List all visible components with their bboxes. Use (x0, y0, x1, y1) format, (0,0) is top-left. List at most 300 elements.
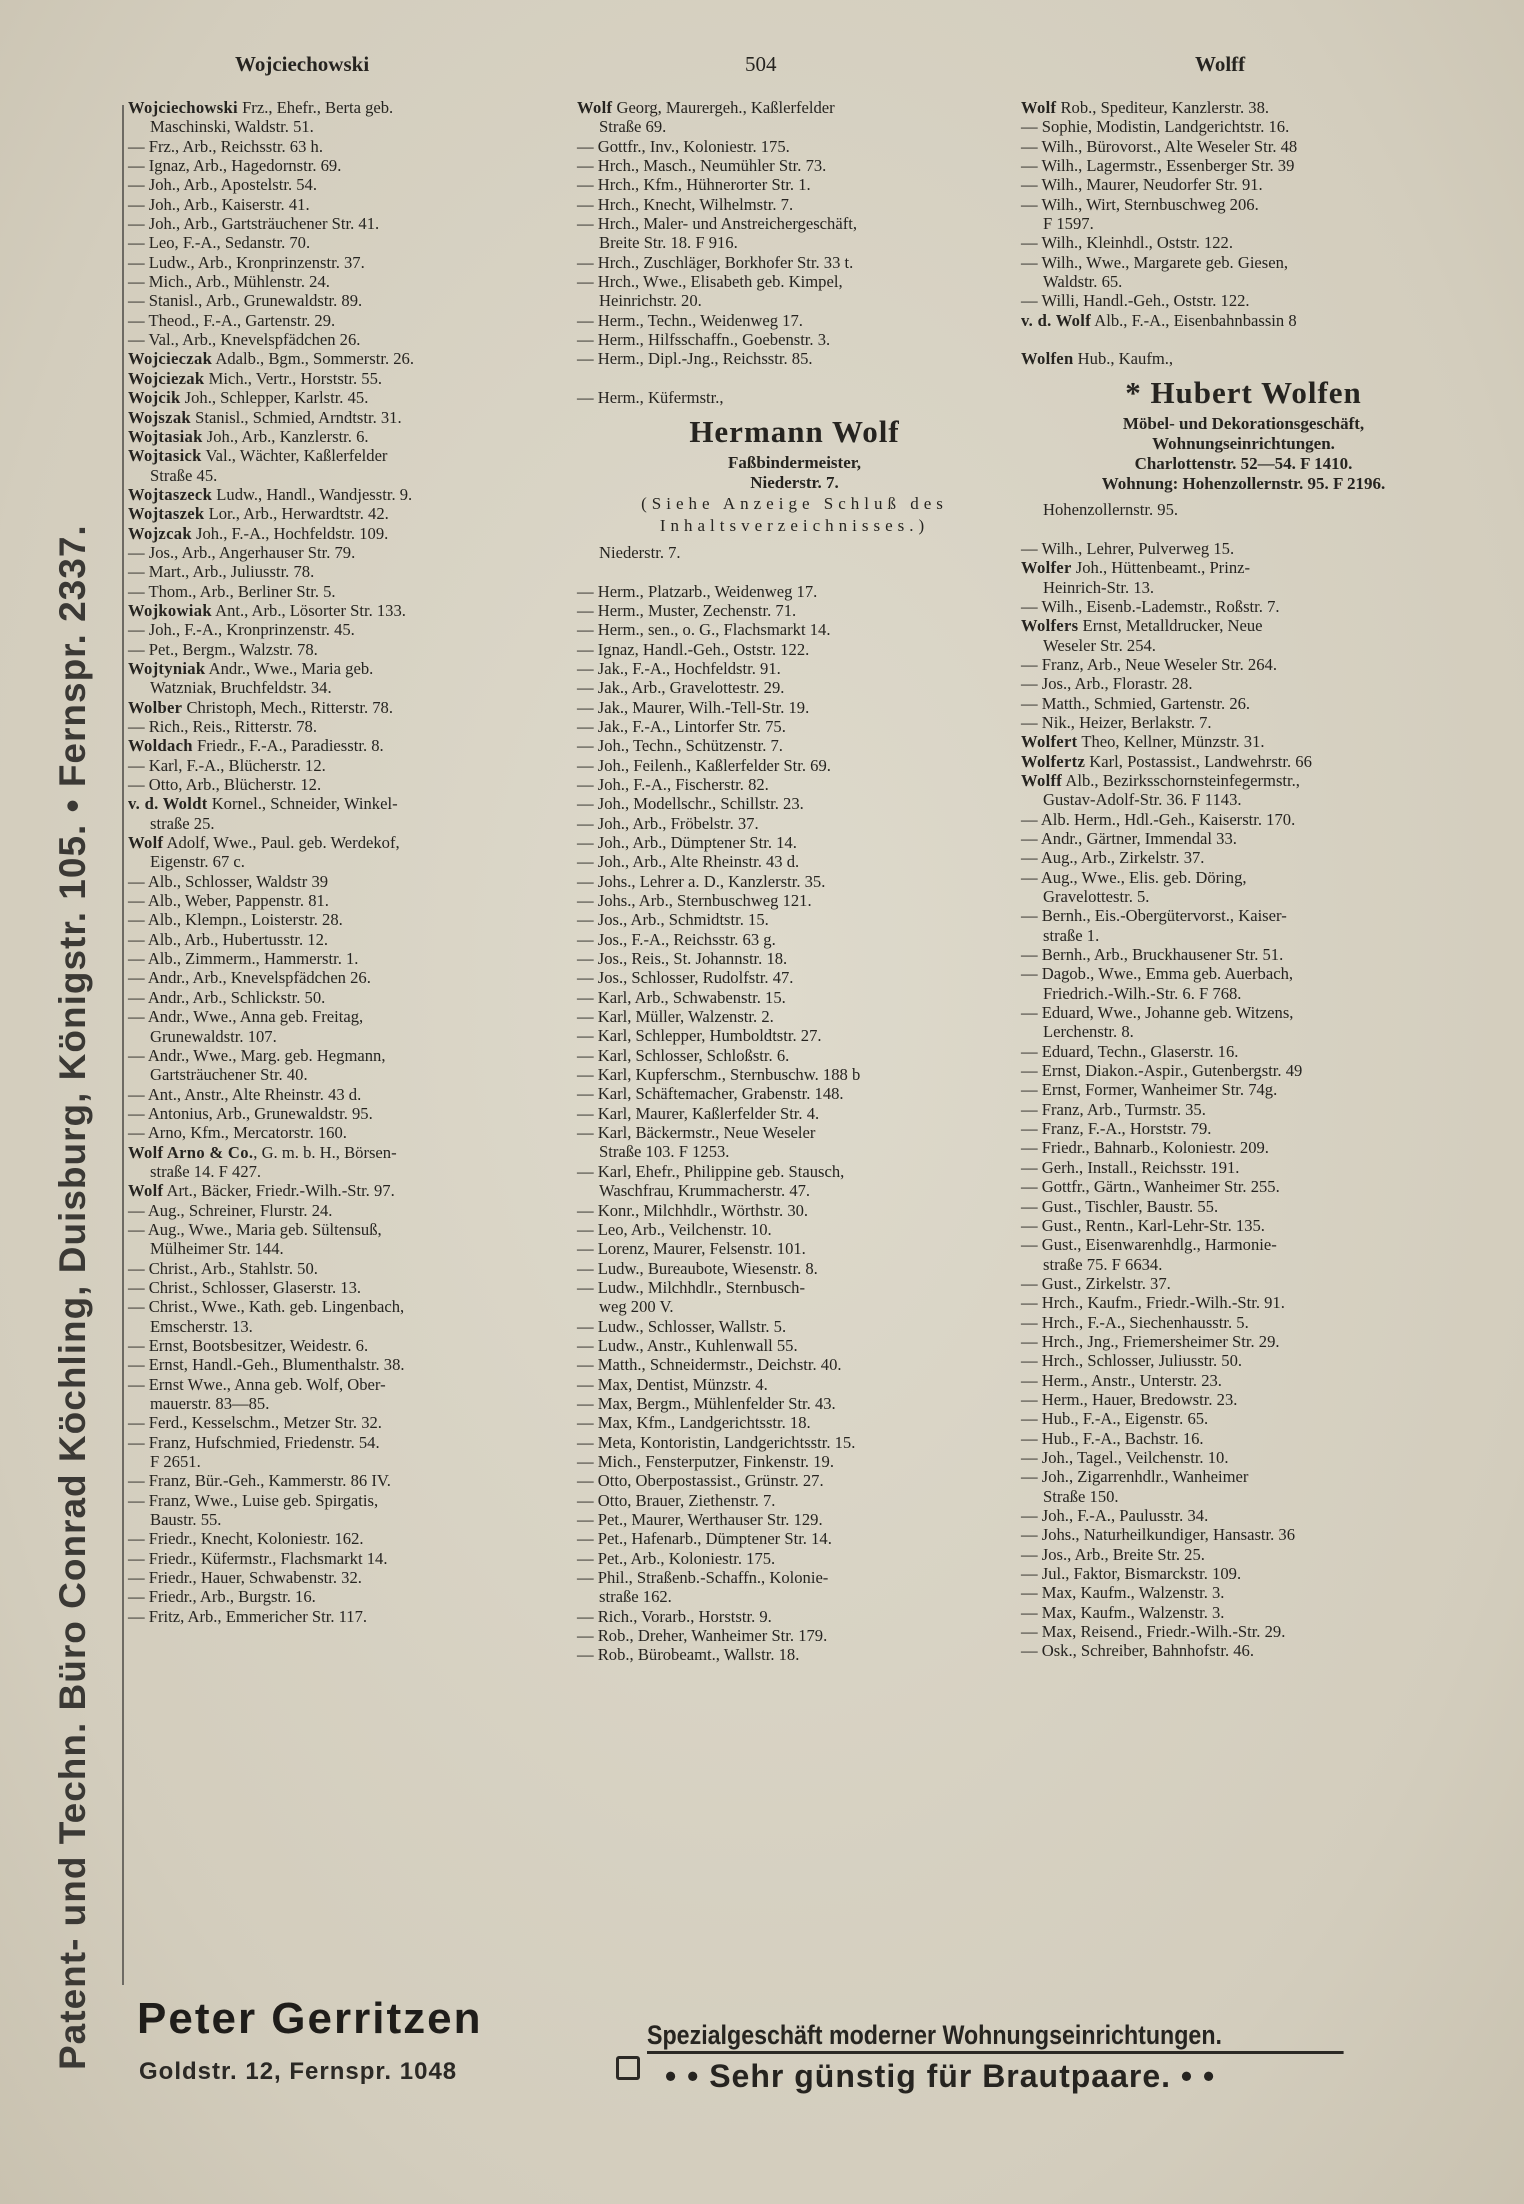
directory-entry (577, 601, 1012, 620)
directory-entry (577, 1529, 1012, 1548)
directory-entry (577, 1491, 1012, 1510)
entry-details: — Herm., Dipl.-Jng., Reichsstr. 85. (577, 349, 813, 369)
entry-details: — Jos., Arb., Florastr. 28. (1021, 674, 1193, 694)
side-advertisement: Patent- und Techn. Büro Conrad Köchling, Duisburg, Königstr. 105. • Fernspr. 2337. (52, 524, 93, 2070)
entry-details: — Pet., Bergm., Walzstr. 78. (128, 639, 318, 659)
directory-entry (577, 311, 1012, 330)
entry-details: — Ludw., Milchhdlr., Sternbusch- (577, 1277, 805, 1297)
entry-details: — Karl, Schlosser, Schloßstr. 6. (577, 1045, 790, 1065)
directory-entry (1021, 1332, 1466, 1351)
entry-details: — Nik., Heizer, Berlakstr. 7. (1021, 712, 1212, 732)
directory-entry (577, 1375, 1012, 1394)
entry-details: Stanisl., Schmied, Arndtstr. 31. (190, 407, 402, 427)
entry-details: Ludw., Handl., Wandjesstr. 9. (212, 484, 413, 504)
entry-surname: Wolfer (1021, 558, 1072, 578)
entry-continuation: Grunewaldstr. 107. (150, 1026, 277, 1046)
entry-surname: Wojtasiak (128, 426, 203, 446)
entry-details: Alb., F.-A., Eisenbahnbassin 8 (1091, 310, 1297, 330)
directory-entry (1021, 810, 1466, 829)
entry-details: — Wilh., Lagermstr., Essenberger Str. 39 (1021, 156, 1295, 176)
entry-surname: Wojkowiak (128, 600, 212, 620)
entry-details: — Jos., Arb., Breite Str. 25. (1021, 1544, 1205, 1564)
directory-entry (577, 814, 1012, 833)
directory-entry (577, 1626, 1012, 1645)
entry-continuation: Straße 103. F 1253. (599, 1142, 730, 1162)
entry-details: — Gottfr., Inv., Koloniestr. 175. (577, 136, 790, 156)
directory-entry (128, 833, 568, 852)
directory-entry (1021, 117, 1466, 136)
entry-details: — Bernh., Arb., Bruckhausener Str. 51. (1021, 945, 1284, 965)
directory-entry (577, 1046, 1012, 1065)
directory-entry (128, 775, 568, 794)
entry-continuation: Breite Str. 18. F 916. (599, 233, 738, 253)
entry-details: — Jak., F.-A., Hochfeldstr. 91. (577, 658, 781, 678)
entry-details: — Hrch., Zuschläger, Borkhofer Str. 33 t. (577, 252, 854, 272)
directory-entry (128, 1085, 568, 1104)
directory-entry (128, 1297, 568, 1316)
directory-entry (577, 1026, 1012, 1045)
entry-details: — Jos., Arb., Schmidtstr. 15. (577, 910, 769, 930)
entry-continuation: Waldstr. 65. (1043, 272, 1123, 292)
entry-details: — Karl, Ehefr., Philippine geb. Stausch, (577, 1161, 845, 1181)
entry-details: — Rob., Dreher, Wanheimer Str. 179. (577, 1626, 828, 1646)
entry-details: — Alb., Schlosser, Waldstr 39 (128, 871, 329, 891)
entry-details: — Leo, Arb., Veilchenstr. 10. (577, 1219, 772, 1239)
entry-details: — Hrch., Kfm., Hühnerorter Str. 1. (577, 175, 811, 195)
directory-entry (577, 1104, 1012, 1123)
directory-entry (577, 756, 1012, 775)
entry-surname: Wojcieczak (128, 349, 213, 369)
directory-entry (577, 1394, 1012, 1413)
directory-entry (577, 736, 1012, 755)
directory-entry (1021, 195, 1466, 214)
entry-details: — Hrch., Knecht, Wilhelmstr. 7. (577, 194, 794, 214)
directory-entry (128, 330, 568, 349)
entry-continuation: mauerstr. 83—85. (150, 1394, 270, 1414)
entry-details: — Herm., Hauer, Bredowstr. 23. (1021, 1389, 1238, 1409)
entry-details: — Eduard, Wwe., Johanne geb. Witzens, (1021, 1003, 1294, 1023)
entry-details: — Max, Kaufm., Walzenstr. 3. (1021, 1602, 1225, 1622)
entry-continuation: Straße 69. (599, 117, 667, 137)
directory-entry (128, 156, 568, 175)
directory-entry (577, 1007, 1012, 1026)
entry-details: — Gust., Rentn., Karl-Lehr-Str. 135. (1021, 1215, 1265, 1235)
entry-details: — Alb., Weber, Pappenstr. 81. (128, 891, 329, 911)
directory-entry (1021, 1603, 1466, 1622)
directory-entry (1021, 558, 1466, 577)
entry-details: — Christ., Schlosser, Glaserstr. 13. (128, 1277, 362, 1297)
entry-details: — Alb., Zimmerm., Hammerstr. 1. (128, 949, 359, 969)
entry-details: — Mart., Arb., Juliusstr. 78. (128, 562, 315, 582)
directory-entry (577, 137, 1012, 156)
entry-continuation: Friedrich.-Wilh.-Str. 6. F 768. (1043, 983, 1242, 1003)
entry-continuation: straße 25. (150, 813, 215, 833)
entry-details: — Max, Bergm., Mühlenfelder Str. 43. (577, 1393, 836, 1413)
entry-details: — Hrch., F.-A., Siechenhausstr. 5. (1021, 1312, 1249, 1332)
directory-entry (128, 930, 568, 949)
directory-entry (1021, 1564, 1466, 1583)
entry-details: — Andr., Arb., Schlickstr. 50. (128, 987, 326, 1007)
directory-entry (128, 388, 568, 407)
running-head-left: Wojciechowski (235, 52, 370, 76)
directory-entry (1021, 1216, 1466, 1235)
entry-details: — Karl, Schäftemacher, Grabenstr. 148. (577, 1084, 844, 1104)
directory-entry (128, 1046, 568, 1065)
entry-details: — Bernh., Eis.-Obergütervorst., Kaiser- (1021, 906, 1287, 926)
entry-continuation: F 1597. (1043, 214, 1094, 234)
directory-entry (577, 1413, 1012, 1432)
entry-details: — Stanisl., Arb., Grunewaldstr. 89. (128, 291, 363, 311)
entry-details: — Hrch., Jng., Friemersheimer Str. 29. (1021, 1331, 1280, 1351)
advertisement-line: * Hubert Wolfen (1125, 375, 1362, 411)
entry-details: — Mich., Fensterputzer, Finkenstr. 19. (577, 1451, 834, 1471)
directory-entry (128, 1529, 568, 1548)
margin-rule (122, 105, 124, 1985)
entry-continuation: Straße 45. (150, 465, 218, 485)
directory-entry (128, 1413, 568, 1432)
entry-details: — Wilh., Wirt, Sternbuschweg 206. (1021, 194, 1259, 214)
directory-entry (577, 1355, 1012, 1374)
entry-details: Val., Wächter, Kaßlerfelder (201, 446, 388, 466)
directory-entry (1021, 1351, 1466, 1370)
entry-details: — Herm., Muster, Zechenstr. 71. (577, 600, 797, 620)
entry-details: — Herm., Küfermstr., (577, 387, 724, 407)
directory-entry (1021, 713, 1466, 732)
entry-details: — Andr., Gärtner, Immendal 33. (1021, 828, 1237, 848)
entry-details: — Alb., Klempn., Loisterstr. 28. (128, 910, 343, 930)
entry-details: — Pet., Maurer, Werthauser Str. 129. (577, 1510, 823, 1529)
directory-entry (1021, 1390, 1466, 1409)
entry-details: — Ferd., Kesselschm., Metzer Str. 32. (128, 1413, 382, 1433)
directory-entry (577, 582, 1012, 601)
entry-details: — Hrch., Wwe., Elisabeth geb. Kimpel, (577, 272, 843, 292)
directory-entry (577, 1607, 1012, 1626)
entry-details: — Jos., Reis., St. Johannstr. 18. (577, 949, 788, 969)
entry-details: — Ludw., Schlosser, Wallstr. 5. (577, 1316, 787, 1336)
directory-entry (577, 253, 1012, 272)
entry-details: — Joh., Arb., Apostelstr. 54. (128, 175, 317, 195)
entry-surname: Wolfert (1021, 732, 1078, 752)
directory-entry (1021, 1313, 1466, 1332)
entry-details: Kornel., Schneider, Winkel- (207, 794, 398, 814)
directory-entry (128, 1201, 568, 1220)
entry-details: — Christ., Arb., Stahlstr. 50. (128, 1258, 318, 1278)
directory-entry (128, 1181, 568, 1200)
entry-details: — Rich., Vorarb., Horststr. 9. (577, 1606, 772, 1626)
directory-entry (577, 175, 1012, 194)
directory-entry (1021, 1158, 1466, 1177)
entry-details: — Ernst, Former, Wanheimer Str. 74g. (1021, 1080, 1278, 1100)
directory-entry (128, 872, 568, 891)
entry-details: — Ignaz, Arb., Hagedornstr. 69. (128, 156, 342, 176)
entry-details: — Sophie, Modistin, Landgerichtstr. 16. (1021, 117, 1290, 137)
directory-entry (1021, 674, 1466, 693)
entry-details: — Franz, Arb., Turmstr. 35. (1021, 1099, 1206, 1119)
directory-entry (577, 1568, 1012, 1587)
directory-entry (577, 1336, 1012, 1355)
directory-entry (128, 891, 568, 910)
entry-details: — Franz, Wwe., Luise geb. Spirgatis, (128, 1490, 379, 1510)
directory-entry (128, 504, 568, 523)
directory-entry (128, 446, 568, 465)
entry-details: — Hrch., Maler- und Anstreichergeschäft, (577, 214, 857, 234)
entry-details: Hub., Kaufm., (1073, 349, 1174, 369)
advertisement-line: Hermann Wolf (689, 414, 900, 450)
directory-entry (128, 1587, 568, 1606)
entry-surname: Wojciezak (128, 368, 205, 388)
entry-details: — Hrch., Kaufm., Friedr.-Wilh.-Str. 91. (1021, 1293, 1285, 1313)
directory-entry (577, 891, 1012, 910)
advertiser-name: Peter Gerritzen (137, 1994, 483, 2043)
advertisement-line: Wohnungseinrichtungen. (1152, 434, 1335, 454)
entry-details: — Karl, Müller, Walzenstr. 2. (577, 1007, 774, 1027)
entry-details: — Wilh., Wwe., Margarete geb. Giesen, (1021, 252, 1289, 272)
directory-entry (577, 910, 1012, 929)
directory-entry (128, 195, 568, 214)
entry-details: — Johs., Naturheilkundiger, Hansastr. 36 (1021, 1525, 1296, 1545)
entry-details: — Ernst, Handl.-Geh., Blumenthalstr. 38. (128, 1355, 405, 1375)
entry-details: — Alb., Arb., Hubertusstr. 12. (128, 929, 329, 949)
entry-surname: v. d. Wolf (1021, 310, 1092, 330)
entry-details: — Theod., F.-A., Gartenstr. 29. (128, 310, 336, 330)
entry-details: — Aug., Wwe., Elis. geb. Döring, (1021, 867, 1247, 887)
entry-details: — Karl, F.-A., Blücherstr. 12. (128, 755, 326, 775)
directory-entry (577, 775, 1012, 794)
entry-details: — Jos., F.-A., Reichsstr. 63 g. (577, 929, 776, 949)
directory-entry (1021, 1371, 1466, 1390)
directory-entry (577, 698, 1012, 717)
entry-details: — Wilh., Maurer, Neudorfer Str. 91. (1021, 175, 1263, 195)
directory-entry (128, 794, 568, 813)
entry-details: — Dagob., Wwe., Emma geb. Auerbach, (1021, 964, 1294, 984)
entry-details: — Aug., Schreiner, Flurstr. 24. (128, 1200, 333, 1220)
entry-details: — Jak., Maurer, Wilh.-Tell-Str. 19. (577, 697, 810, 717)
entry-details: — Leo, F.-A., Sedanstr. 70. (128, 233, 311, 253)
spacer (1021, 330, 1466, 349)
directory-entry (577, 640, 1012, 659)
directory-entry (1021, 1100, 1466, 1119)
entry-details: — Gottfr., Gärtn., Wanheimer Str. 255. (1021, 1177, 1280, 1197)
directory-entry (128, 1007, 568, 1026)
entry-surname: Wolf Arno & Co. (128, 1142, 254, 1162)
entry-details: — Joh., Arb., Dümptener Str. 14. (577, 832, 797, 852)
entry-details: — Otto, Arb., Blücherstr. 12. (128, 775, 322, 795)
entry-details: — Hrch., Schlosser, Juliusstr. 50. (1021, 1351, 1243, 1371)
directory-entry (1021, 539, 1466, 558)
directory-entry (1021, 945, 1466, 964)
entry-details: — Karl, Schlepper, Humboldtstr. 27. (577, 1026, 822, 1046)
entry-details: — Friedr., Küfermstr., Flachsmarkt 14. (128, 1548, 388, 1568)
directory-entry (577, 1162, 1012, 1181)
directory-entry (1021, 349, 1466, 368)
entry-details: — Konr., Milchhdlr., Wörthstr. 30. (577, 1200, 809, 1220)
page-number: 504 (745, 52, 777, 76)
entry-details: — Ernst, Diakon.-Aspir., Gutenbergstr. 49 (1021, 1061, 1303, 1081)
directory-entry (128, 1336, 568, 1355)
entry-details: — Joh., Techn., Schützenstr. 7. (577, 736, 783, 756)
entry-surname: Wolfers (1021, 616, 1079, 636)
entry-continuation: Lerchenstr. 8. (1043, 1022, 1134, 1042)
entry-surname: Wolf (128, 833, 164, 853)
entry-continuation: Maschinski, Waldstr. 51. (150, 117, 314, 137)
entry-continuation: Niederstr. 7. (599, 543, 681, 563)
directory-entry (128, 988, 568, 1007)
directory-entry (1021, 1525, 1466, 1544)
entry-surname: Wojciechowski (128, 98, 238, 117)
entry-surname: Wolfertz (1021, 751, 1086, 771)
entry-details: — Friedr., Arb., Burgstr. 16. (128, 1587, 316, 1607)
directory-entry (577, 1549, 1012, 1568)
entry-continuation: Watzniak, Bruchfeldstr. 34. (150, 678, 332, 698)
entry-surname: Wojszak (128, 407, 191, 427)
entry-details: Joh., F.-A., Hochfeldstr. 109. (191, 523, 389, 543)
entry-details: Mich., Vertr., Horststr. 55. (204, 368, 383, 388)
entry-continuation: Heinrichstr. 20. (599, 291, 702, 311)
entry-details: — Rob., Bürobeamt., Wallstr. 18. (577, 1645, 800, 1665)
directory-entry (1021, 964, 1466, 983)
directory-entry (577, 1239, 1012, 1258)
entry-details: — Friedr., Knecht, Koloniestr. 162. (128, 1529, 364, 1549)
directory-entry (128, 524, 568, 543)
directory-entry (1021, 253, 1466, 272)
directory-entry (128, 1607, 568, 1626)
directory-entry (128, 968, 568, 987)
directory-entry (128, 233, 568, 252)
entry-details: — Herm., Hilfsschaffn., Goebenstr. 3. (577, 330, 831, 350)
directory-entry (128, 620, 568, 639)
spacer (577, 563, 1012, 582)
entry-details: — Eduard, Techn., Glaserstr. 16. (1021, 1041, 1239, 1061)
entry-details: — Thom., Arb., Berliner Str. 5. (128, 581, 336, 601)
directory-entry (577, 833, 1012, 852)
entry-details: — Andr., Wwe., Anna geb. Freitag, (128, 1007, 364, 1027)
directory-entry (1021, 655, 1466, 674)
advertiser-address: Goldstr. 12, Fernspr. 1048 (139, 2058, 458, 2085)
advertisement-line: Möbel- und Dekorationsgeschäft, (1122, 414, 1365, 434)
entry-details: — Aug., Wwe., Maria geb. Sültensuß, (128, 1219, 382, 1239)
directory-entry (577, 930, 1012, 949)
directory-column-2 (577, 98, 1012, 1665)
advertisement-line: Faßbindermeister, (727, 453, 861, 473)
entry-details: Christoph, Mech., Ritterstr. 78. (182, 697, 393, 717)
running-head-right: Wolff (1195, 52, 1246, 76)
entry-continuation: F 2651. (150, 1452, 201, 1472)
directory-entry (1021, 1467, 1466, 1486)
inline-advertisement (1021, 372, 1466, 494)
directory-entry (128, 137, 568, 156)
entry-surname: Wolber (128, 697, 183, 717)
entry-details: — Franz, F.-A., Horststr. 79. (1021, 1119, 1212, 1139)
ornament-icon (616, 2056, 640, 2080)
directory-entry (1021, 1448, 1466, 1467)
entry-details: — Joh., F.-A., Fischerstr. 82. (577, 774, 769, 794)
directory-entry (1021, 1003, 1466, 1022)
entry-details: — Max, Kfm., Landgerichtsstr. 18. (577, 1413, 811, 1433)
entry-details: Adolf, Wwe., Paul. geb. Werdekof, (163, 833, 400, 853)
entry-details: — Ludw., Arb., Kronprinzenstr. 37. (128, 252, 365, 272)
directory-entry (1021, 1197, 1466, 1216)
entry-details: — Joh., Arb., Fröbelstr. 37. (577, 813, 759, 833)
entry-details: — Herm., Anstr., Unterstr. 23. (1021, 1370, 1222, 1390)
entry-continuation: Emscherstr. 13. (150, 1316, 253, 1336)
entry-continuation: Gartsträuchener Str. 40. (150, 1065, 308, 1085)
directory-entry (577, 1201, 1012, 1220)
directory-entry (1021, 137, 1466, 156)
entry-continuation: straße 75. F 6634. (1043, 1254, 1163, 1274)
entry-details: — Gerh., Install., Reichsstr. 191. (1021, 1157, 1240, 1177)
directory-entry (128, 1278, 568, 1297)
entry-details: — Friedr., Hauer, Schwabenstr. 32. (128, 1568, 362, 1588)
entry-details: — Andr., Wwe., Marg. geb. Hegmann, (128, 1045, 386, 1065)
entry-details: — Ludw., Anstr., Kuhlenwall 55. (577, 1335, 798, 1355)
entry-details: Andr., Wwe., Maria geb. (205, 658, 374, 678)
directory-entry (577, 1433, 1012, 1452)
directory-entry (1021, 311, 1466, 330)
entry-details: — Joh., Tagel., Veilchenstr. 10. (1021, 1447, 1229, 1467)
entry-details: — Joh., Arb., Kaiserstr. 41. (128, 194, 310, 214)
directory-entry (128, 1123, 568, 1142)
entry-continuation: straße 162. (599, 1587, 672, 1607)
entry-details: — Christ., Wwe., Kath. geb. Lingenbach, (128, 1297, 405, 1317)
directory-entry (128, 98, 568, 117)
entry-details: — Wilh., Eisenb.-Lademstr., Roßstr. 7. (1021, 596, 1280, 616)
entry-details: — Hub., F.-A., Bachstr. 16. (1021, 1428, 1204, 1448)
directory-entry (577, 678, 1012, 697)
entry-details: — Antonius, Arb., Grunewaldstr. 95. (128, 1103, 373, 1123)
entry-details: — Phil., Straßenb.-Schaffn., Kolonie- (577, 1568, 829, 1588)
directory-entry (577, 949, 1012, 968)
directory-entry (128, 349, 568, 368)
entry-details: Joh., Schlepper, Karlstr. 45. (180, 388, 369, 408)
entry-continuation: Straße 150. (1043, 1486, 1119, 1506)
advertisement-line: Niederstr. 7. (750, 473, 839, 493)
directory-entry (1021, 1641, 1466, 1660)
directory-entry (1021, 848, 1466, 867)
directory-entry (1021, 1061, 1466, 1080)
directory-column-3 (1021, 98, 1466, 1661)
entry-details: — Max, Kaufm., Walzenstr. 3. (1021, 1583, 1225, 1603)
directory-entry (128, 698, 568, 717)
entry-continuation: Waschfrau, Krummacherstr. 47. (599, 1181, 811, 1201)
directory-column-1 (128, 98, 568, 1626)
directory-entry (128, 214, 568, 233)
directory-entry (577, 717, 1012, 736)
entry-surname: Wojtaszeck (128, 484, 213, 504)
entry-details: — Val., Arb., Knevelspfädchen 26. (128, 330, 361, 350)
directory-entry (577, 988, 1012, 1007)
directory-entry (577, 330, 1012, 349)
entry-details: — Herm., sen., o. G., Flachsmarkt 14. (577, 620, 831, 640)
entry-details: — Jul., Faktor, Bismarckstr. 109. (1021, 1564, 1242, 1584)
directory-entry (577, 272, 1012, 291)
advertiser-slogan: • • Sehr günstig für Brautpaare. • • (665, 2058, 1216, 2094)
entry-continuation: Weseler Str. 254. (1043, 635, 1156, 655)
entry-details: — Joh., F.-A., Kronprinzenstr. 45. (128, 620, 355, 640)
entry-continuation: Baustr. 55. (150, 1510, 222, 1530)
directory-entry (128, 601, 568, 620)
directory-entry (128, 1375, 568, 1394)
directory-entry (1021, 156, 1466, 175)
entry-details: — Osk., Schreiber, Bahnhofstr. 46. (1021, 1641, 1255, 1661)
directory-entry (128, 427, 568, 446)
directory-entry (128, 736, 568, 755)
directory-entry (128, 717, 568, 736)
entry-details: — Fritz, Arb., Emmericher Str. 117. (128, 1606, 368, 1626)
directory-entry (1021, 1545, 1466, 1564)
entry-details: — Joh., Feilenh., Kaßlerfelder Str. 69. (577, 755, 831, 775)
directory-entry (128, 949, 568, 968)
directory-entry (577, 349, 1012, 368)
